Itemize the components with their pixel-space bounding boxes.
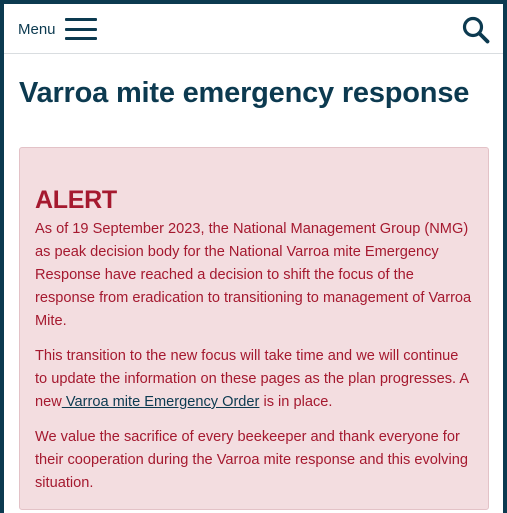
alert-paragraph-1: As of 19 September 2023, the National Management Group (NMG) as peak decision body for the National Varroa mite Emergency Response have reached a decision to shift the focus of the response from eradication to transitioning to management of Varroa Mite. — [35, 221, 472, 329]
page-title: Varroa mite emergency response — [19, 77, 470, 109]
search-icon — [461, 15, 491, 45]
alert-paragraph-2-text: This transition to the new focus will take time and we will continue to update the information on these pages as the plan progresses. A new — [35, 348, 469, 410]
menu-label: Menu — [18, 20, 56, 38]
alert-paragraph-2-tail: is in place. — [259, 394, 333, 410]
menu-button[interactable] — [18, 13, 97, 45]
emergency-order-link[interactable]: Varroa mite Emergency Order — [61, 394, 260, 410]
alert-paragraph-3: We value the sacrifice of every beekeeper and thank everyone for their cooperation during the Varroa mite response and this evolving situation. — [35, 429, 468, 491]
alert-box — [19, 147, 489, 510]
search-button[interactable] — [461, 15, 491, 45]
alert-paragraph-2 — [35, 345, 473, 414]
alert-title: ALERT — [35, 186, 117, 214]
main-content — [4, 76, 503, 510]
hamburger-icon — [65, 18, 97, 40]
site-header — [4, 4, 503, 54]
